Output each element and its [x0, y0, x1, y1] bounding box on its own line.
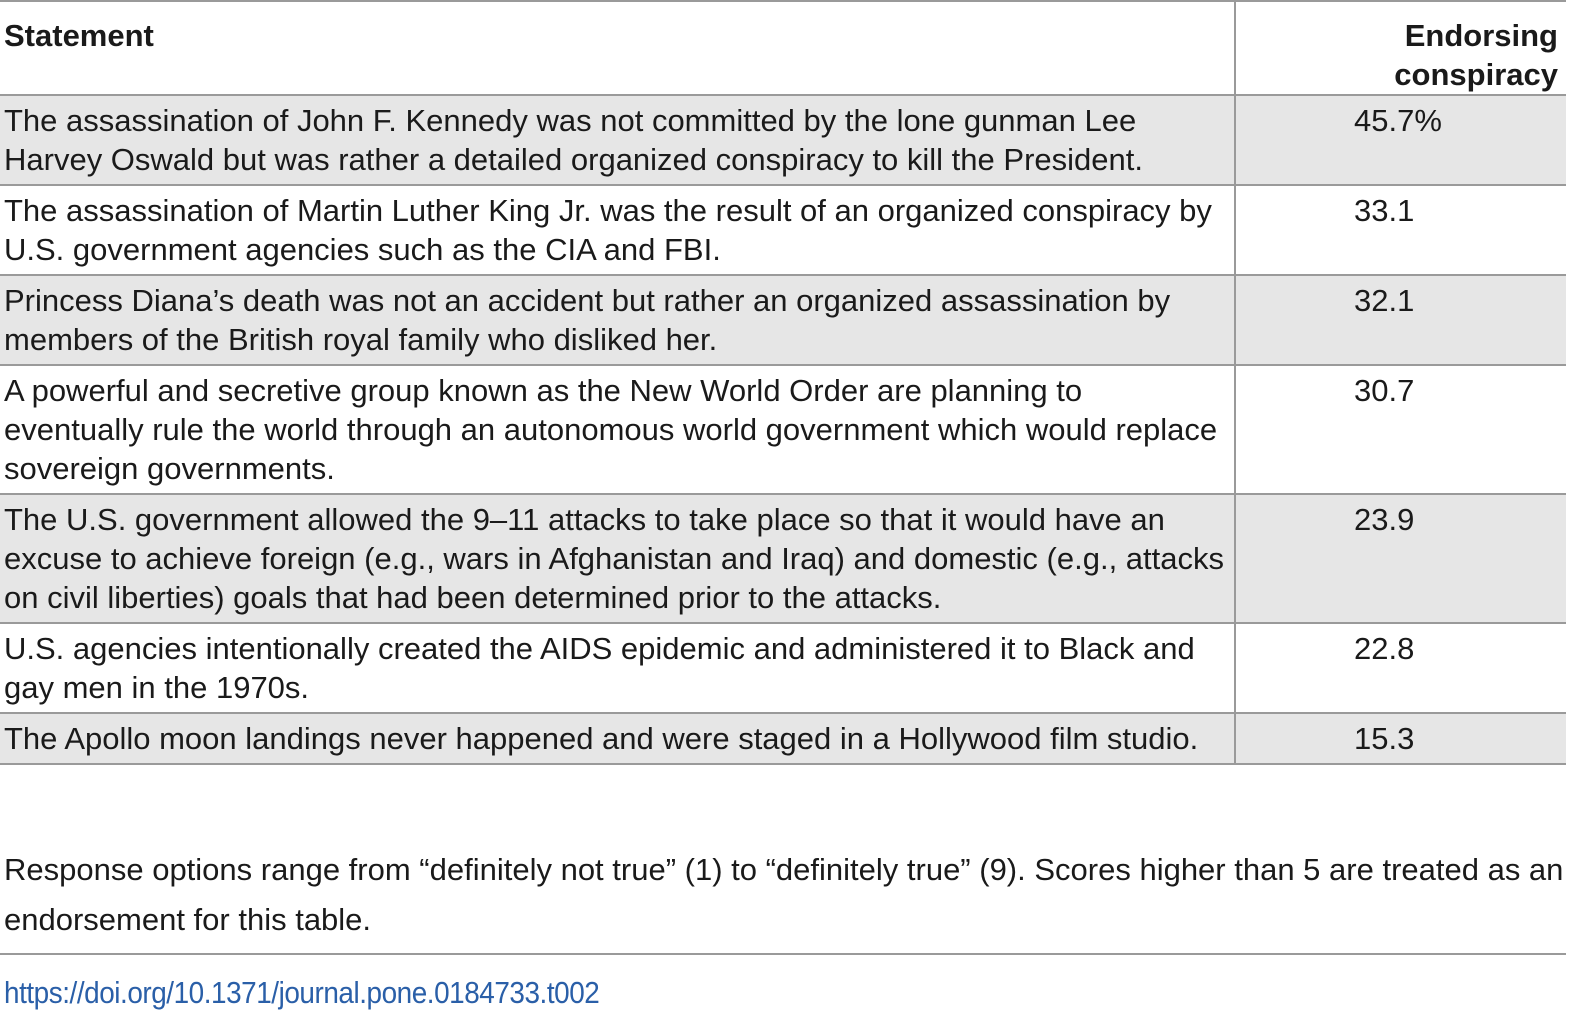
- table-row: [0, 713, 1566, 764]
- table-footnote: Response options range from “definitely not true” (1) to “definitely true” (9). Scores higher than 5 are treated as an endorsement for this table.: [4, 852, 1564, 937]
- row-value: 30.7: [1235, 365, 1566, 494]
- table-row: [0, 275, 1566, 365]
- header-endorsing-line2: conspiracy: [1394, 57, 1558, 92]
- table-row: [0, 185, 1566, 275]
- row-value: 23.9: [1235, 494, 1566, 623]
- footnote-divider: [0, 953, 1566, 955]
- row-value: 32.1: [1235, 275, 1566, 365]
- row-value: 22.8: [1235, 623, 1566, 713]
- row-statement: Princess Diana’s death was not an accident but rather an organized assassination by members of the British royal family who disliked her.: [4, 283, 1171, 357]
- row-value: 45.7%: [1235, 95, 1566, 185]
- row-statement: U.S. agencies intentionally created the AIDS epidemic and administered it to Black and gay men in the 1970s.: [4, 631, 1195, 705]
- table-row: [0, 365, 1566, 494]
- row-value: 33.1: [1235, 185, 1566, 275]
- row-statement: A powerful and secretive group known as the New World Order are planning to eventually rule the world through an autonomous world government which would replace sovereign governments.: [4, 373, 1218, 486]
- table-header-row: [0, 1, 1566, 95]
- row-statement: The assassination of Martin Luther King Jr. was the result of an organized conspiracy by U.S. government agencies such as the CIA and FBI.: [4, 193, 1212, 267]
- row-statement: The U.S. government allowed the 9–11 attacks to take place so that it would have an excuse to achieve foreign (e.g., wars in Afghanistan and Iraq) and domestic (e.g., attacks on civil liberties) goals that had been determined prior to the attacks.: [4, 502, 1225, 615]
- doi-link[interactable]: https://doi.org/10.1371/journal.pone.0184733.t002: [4, 975, 600, 1010]
- row-value: 15.3: [1235, 713, 1566, 764]
- table-row: [0, 95, 1566, 185]
- header-endorsing-conspiracy: [1235, 1, 1566, 95]
- table-row: [0, 494, 1566, 623]
- table-row: [0, 623, 1566, 713]
- row-statement: The assassination of John F. Kennedy was not committed by the lone gunman Lee Harvey Oswald but was rather a detailed organized conspiracy to kill the President.: [4, 103, 1143, 177]
- header-statement: Statement: [4, 18, 154, 53]
- header-endorsing-line1: Endorsing: [1404, 18, 1558, 53]
- row-statement: The Apollo moon landings never happened and were staged in a Hollywood film studio.: [4, 721, 1199, 756]
